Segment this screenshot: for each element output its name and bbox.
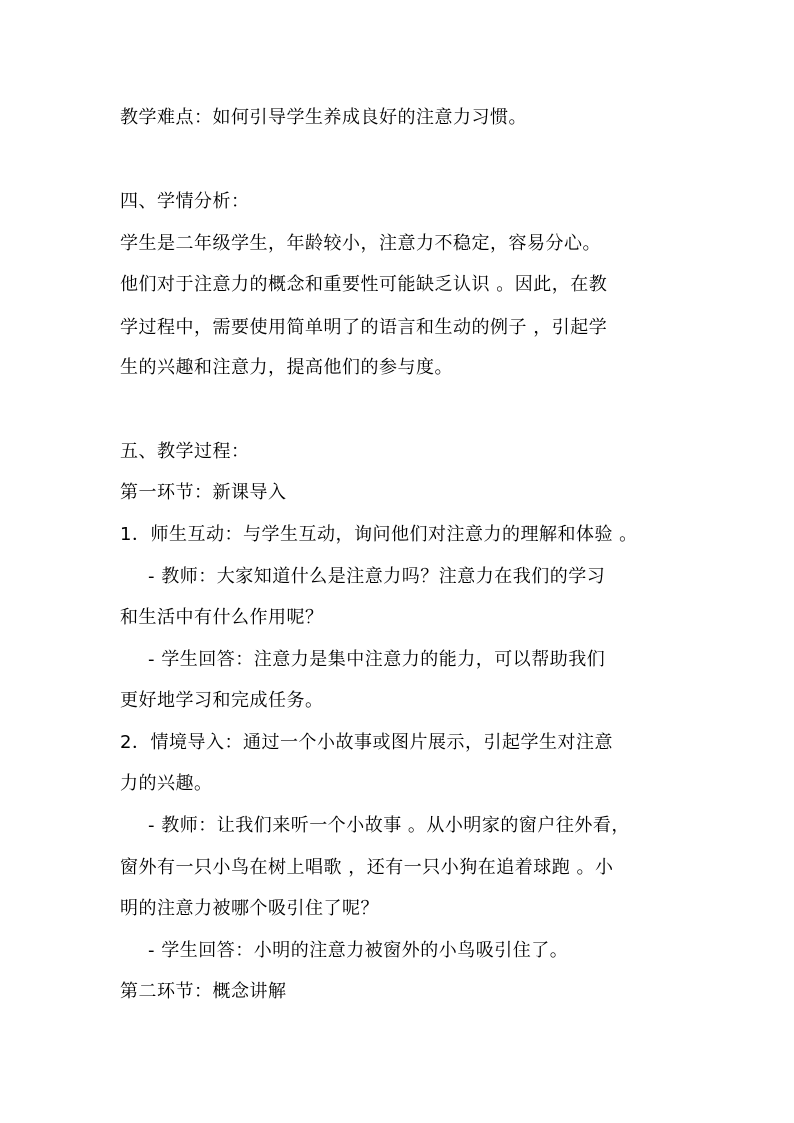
- dialogue-line-teacher: - 教师：大家知道什么是注意力吗？注意力在我们的学习: [148, 566, 606, 587]
- paragraph-line: 更好地学习和完成任务。: [120, 690, 324, 711]
- subheading-concept: 第二环节：概念讲解: [120, 981, 287, 1002]
- paragraph-line: 窗外有一只小鸟在树上唱歌 ，还有一只小狗在追着球跑 。小: [120, 857, 614, 878]
- list-item: 2．情境导入：通过一个小故事或图片展示，引起学生对注意: [120, 732, 613, 753]
- teaching-difficulty-line: 教学难点：如何引导学生养成良好的注意力习惯。: [120, 107, 527, 128]
- paragraph-line: 和生活中有什么作用呢？: [120, 607, 324, 628]
- paragraph-line: 明的注意力被哪个吸引住了呢？: [120, 898, 379, 919]
- dialogue-line-teacher: - 教师：让我们来听一个小故事 。从小明家的窗户往外看，: [148, 815, 630, 836]
- dialogue-line-student: - 学生回答：小明的注意力被窗外的小鸟吸引住了。: [148, 940, 569, 961]
- section-heading-teaching-process: 五、教学过程：: [120, 441, 250, 462]
- paragraph-line: 生的兴趣和注意力，提高他们的参与度。: [120, 357, 453, 378]
- subheading-introduction: 第一环节：新课导入: [120, 482, 287, 503]
- paragraph-line: 学过程中，需要使用简单明了的语言和生动的例子 ，引起学: [120, 317, 608, 338]
- dialogue-line-student: - 学生回答：注意力是集中注意力的能力，可以帮助我们: [148, 649, 606, 670]
- paragraph-line: 力的兴趣。: [120, 773, 213, 794]
- list-item: 1．师生互动：与学生互动，询问他们对注意力的理解和体验 。: [120, 524, 638, 545]
- paragraph-line: 学生是二年级学生，年龄较小，注意力不稳定，容易分心。: [120, 233, 601, 254]
- paragraph-line: 他们对于注意力的概念和重要性可能缺乏认识 。因此，在教: [120, 274, 608, 295]
- section-heading-learning-analysis: 四、学情分析：: [120, 191, 250, 212]
